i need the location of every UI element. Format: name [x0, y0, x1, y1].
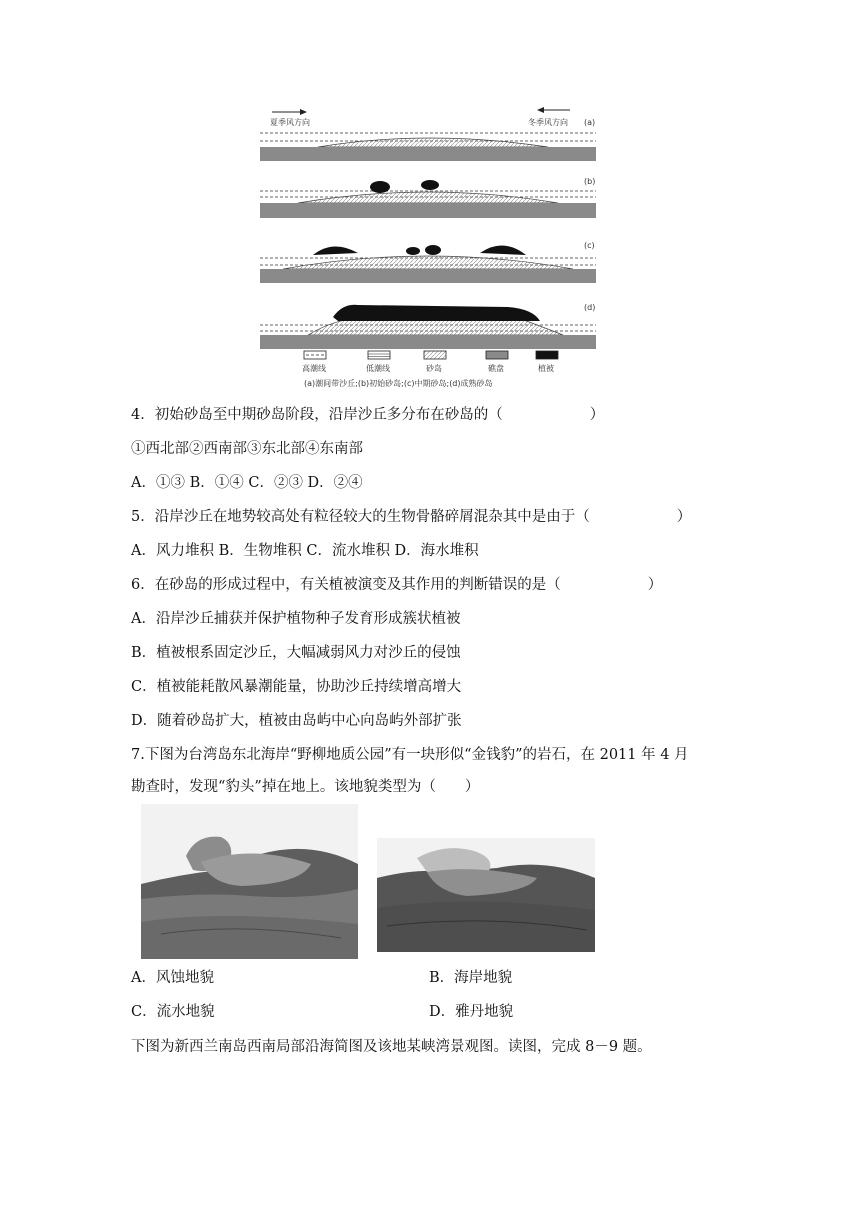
- winter-wind-label: 冬季风方向: [528, 118, 568, 127]
- q7-stem-line1: 7.下图为台湾岛东北海岸“野柳地质公园”有一块形似“金钱豹”的岩石，在 2011 年 4 月: [131, 747, 689, 763]
- legend-low-tide: 低潮线: [366, 364, 390, 373]
- q6-option-c: C．植被能耗散风暴潮能量，协助沙丘持续增高增大: [131, 679, 462, 695]
- sand-island-diagram: [258, 103, 600, 393]
- panel-d: [260, 305, 596, 349]
- q4-items: ①西北部②西南部③东北部④东南部: [131, 441, 363, 457]
- panel-b: [260, 180, 596, 218]
- legend-sand-island: 砂岛: [426, 364, 442, 373]
- summer-wind-label: 夏季风方向: [270, 118, 310, 127]
- panel-a-label: (a): [584, 118, 596, 127]
- q7-option-b: B．海岸地貌: [429, 970, 513, 986]
- q7-stem-line2: 勘查时，发现“豹头”掉在地上。该地貌类型为（ ）: [131, 779, 480, 795]
- rock-photo-after: [377, 838, 595, 952]
- legend-high-tide: 高潮线: [302, 364, 326, 373]
- q5-stem: 5．沿岸沙丘在地势较高处有粒径较大的生物骨骼碎屑混杂其中是由于（ ）: [131, 509, 692, 525]
- q4-options: A．①③ B．①④ C．②③ D．②④: [131, 475, 363, 491]
- q4-stem: 4．初始砂岛至中期砂岛阶段，沿岸沙丘多分布在砂岛的（ ）: [131, 407, 605, 423]
- legend-reef: 礁盘: [488, 364, 504, 373]
- q6-option-d: D．随着砂岛扩大，植被由岛屿中心向岛屿外部扩张: [131, 713, 462, 729]
- intro-questions-8-9: 下图为新西兰南岛西南局部沿海简图及该地某峡湾景观图。读图，完成 8－9 题。: [131, 1039, 652, 1055]
- q5-options: A．风力堆积 B．生物堆积 C．流水堆积 D．海水堆积: [131, 543, 479, 559]
- q6-option-a: A．沿岸沙丘捕获并保护植物种子发育形成簇状植被: [131, 611, 461, 627]
- sand-island-figure: [258, 103, 600, 393]
- q7-option-a: A．风蚀地貌: [131, 970, 214, 986]
- rock-photo-before: [141, 804, 358, 959]
- q7-option-d: D．雅丹地貌: [429, 1004, 514, 1020]
- panel-c: [260, 245, 596, 283]
- panel-b-label: (b): [584, 177, 596, 186]
- panel-a: [260, 133, 596, 161]
- q6-option-b: B．植被根系固定沙丘，大幅减弱风力对沙丘的侵蚀: [131, 645, 461, 661]
- q6-stem: 6．在砂岛的形成过程中，有关植被演变及其作用的判断错误的是（ ）: [131, 577, 663, 593]
- q7-option-c: C．流水地貌: [131, 1004, 215, 1020]
- figure-caption: (a)潮间带沙丘;(b)初始砂岛;(c)中期砂岛;(d)成熟砂岛: [304, 379, 493, 388]
- legend-vegetation: 植被: [538, 364, 554, 373]
- legend-swatches: [304, 351, 558, 359]
- panel-d-label: (d): [584, 303, 596, 312]
- panel-c-label: (c): [584, 241, 595, 250]
